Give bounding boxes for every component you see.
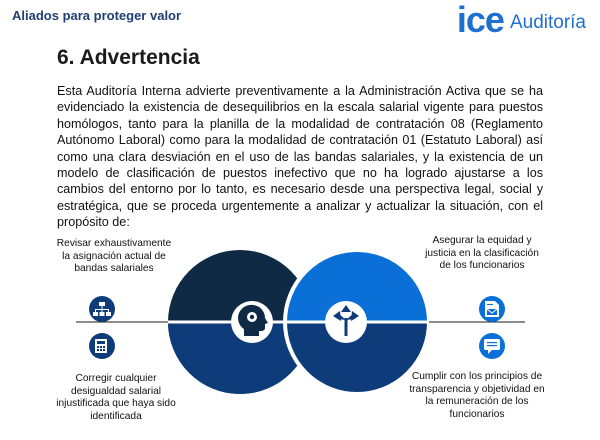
tagline: Aliados para proteger valor	[12, 8, 182, 23]
logo-name: Auditoría	[509, 12, 586, 33]
section-title: 6. Advertencia	[57, 46, 200, 69]
caption-bottom-right: Cumplir con los principios de transparencia y objetividad en la remuneración de los funcionarios	[409, 371, 545, 420]
mail-document-icon	[485, 301, 499, 317]
caption-top-left: Revisar exhaustivamente la asignación actual de bandas salariales	[56, 238, 172, 274]
logo-mark: ice	[456, 0, 504, 40]
warning-paragraph: Esta Auditoría Interna advierte preventivamente a la Administración Activa que se ha evidenciado la existencia de desequilibrios en la escala salarial vigente para puestos homólogos, tanto para la planilla de la modalidad de contratación 08 (Reglamento Autónomo Laboral) como para la modalidad de contratación 01 (Estatuto Laboral) así como una clara desviación en el uso de las bandas salariales, y la existencia de un modelo de clasificación de puestos inefectivo que no ha logrado ajustarse a los cambios del entorno por lo tanto, es necesario desde una perspectiva legal, social y estratégica, que se proceda urgentemente a analizar y actualizar la situación, con el propósito de:	[57, 84, 543, 230]
calculator-document-icon	[95, 339, 107, 353]
caption-top-right: Asegurar la equidad y justicia en la clasificación de los funcionarios	[425, 235, 539, 271]
caption-bottom-left: Corregir cualquier desigualdad salarial injustificada que haya sido identificada	[56, 373, 176, 422]
